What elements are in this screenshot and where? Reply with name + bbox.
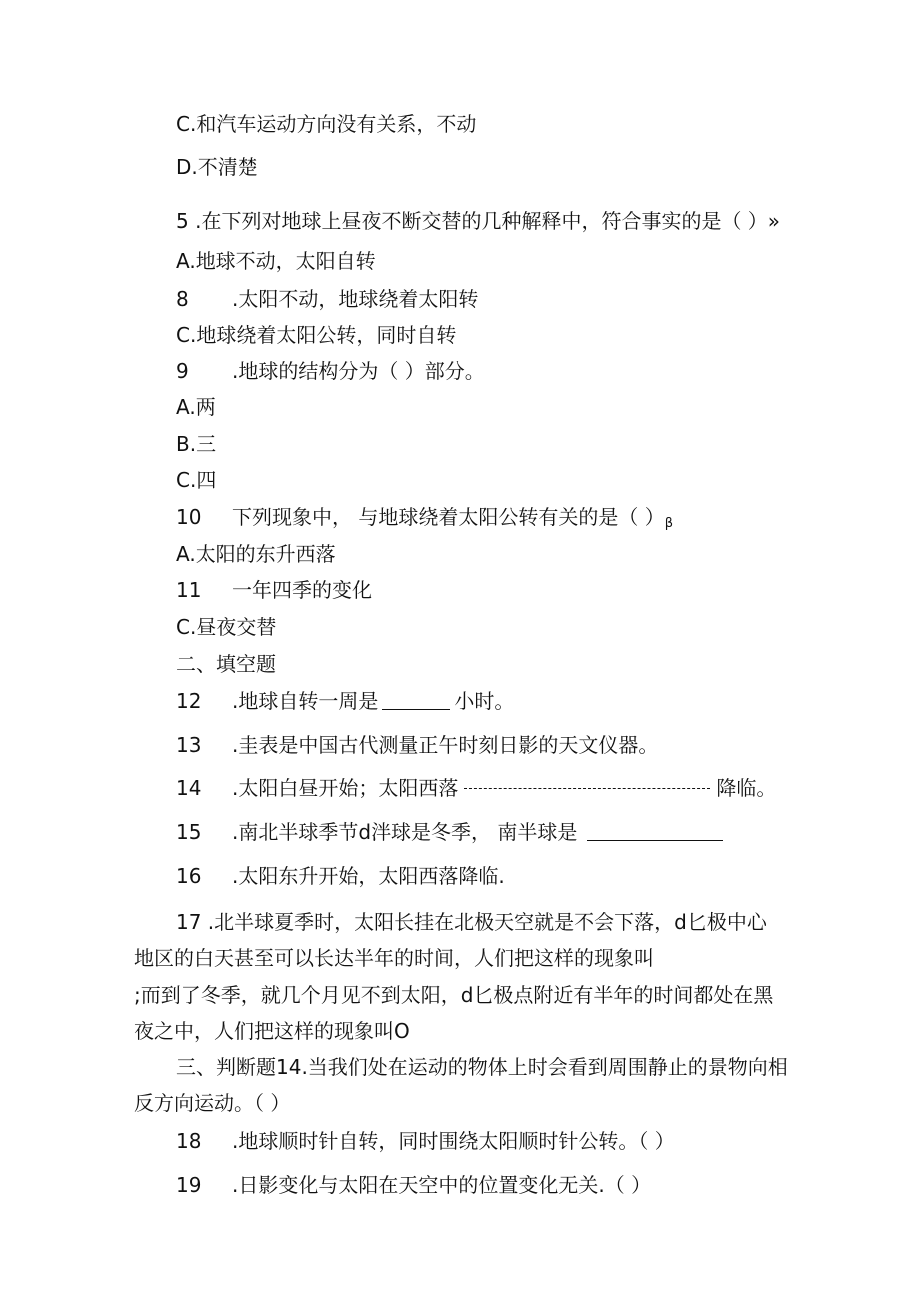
q4-option-d: D.不清楚: [176, 155, 258, 179]
f14-after: 降临。: [716, 776, 777, 800]
f13-number: 13: [176, 733, 202, 757]
q7-number: 10: [176, 505, 202, 529]
q7-option-c: C.昼夜交替: [176, 615, 277, 639]
q6-option-a: A.两: [176, 395, 216, 419]
f13-text: .圭表是中国古代测量正午时刻日影的天文仪器。: [232, 733, 659, 757]
q7-mark: β: [664, 516, 674, 531]
j19-text: .日影变化与太阳在天空中的位置变化无关.（ ）: [232, 1173, 652, 1197]
q5-option-b-text: .太阳不动，地球绕着太阳转: [232, 287, 479, 311]
f15-blank[interactable]: [587, 840, 723, 841]
section-fill-heading: 二、填空题: [176, 652, 276, 676]
f14-before: .太阳白昼开始；太阳西落: [232, 776, 459, 800]
section-judge-line-2: 反方向运动。（ ）: [134, 1091, 291, 1115]
f14-number: 14: [176, 776, 202, 800]
f14-line: [232, 774, 776, 802]
q7-option-b-text: 一年四季的变化: [232, 578, 372, 602]
q7-option-b-number: 11: [176, 578, 202, 602]
q6-option-b: B.三: [176, 432, 217, 456]
f15-text: .南北半球季节d泮球是冬季， 南半球是: [232, 820, 578, 844]
f15-line: [232, 818, 723, 846]
q5-option-c: C.地球绕着太阳公转，同时自转: [176, 323, 457, 347]
f12-before: .地球自转一周是: [232, 689, 379, 713]
f17-line-1: 17 .北半球夏季时，太阳长挂在北极天空就是不会下落，d匕极中心: [176, 910, 767, 934]
q5-text: 5 .在下列对地球上昼夜不断交替的几种解释中，符合事实的是（ ）»: [176, 209, 781, 233]
f16-text: .太阳东升开始，太阳西落降临.: [232, 864, 505, 888]
f15-number: 15: [176, 820, 202, 844]
f14-blank[interactable]: [464, 788, 710, 789]
f12-number: 12: [176, 689, 202, 713]
f12-line: [232, 687, 514, 715]
q7-option-a: A.太阳的东升西落: [176, 542, 336, 566]
f12-after: 小时。: [454, 689, 515, 713]
q6-number: 9: [176, 359, 189, 383]
j18-number: 18: [176, 1129, 202, 1153]
f17-line-4: 夜之中，人们把这样的现象叫O: [134, 1019, 410, 1043]
f16-number: 16: [176, 864, 202, 888]
q5-option-b-number: 8: [176, 287, 189, 311]
q4-option-c: C.和汽车运动方向没有关系，不动: [176, 112, 477, 136]
section-judge-line-1: 三、判断题14.当我们处在运动的物体上时会看到周围静止的景物向相: [176, 1055, 788, 1079]
q5-option-a: A.地球不动，太阳自转: [176, 249, 376, 273]
q7-text: 下列现象中， 与地球绕着太阳公转有关的是（ ）: [232, 505, 665, 529]
j19-number: 19: [176, 1173, 202, 1197]
q7-text-line: [232, 503, 673, 538]
f17-line-2: 地区的白天甚至可以长达半年的时间，人们把这样的现象叫: [134, 946, 654, 970]
q6-text: .地球的结构分为（ ）部分。: [232, 359, 485, 383]
f17-line-3: ;而到了冬季，就几个月见不到太阳，d匕极点附近有半年的时间都处在黑: [134, 983, 774, 1007]
q6-option-c: C.四: [176, 468, 217, 492]
f12-blank[interactable]: [382, 709, 450, 710]
j18-text: .地球顺时针自转，同时围绕太阳顺时针公转。（ ）: [232, 1129, 675, 1153]
